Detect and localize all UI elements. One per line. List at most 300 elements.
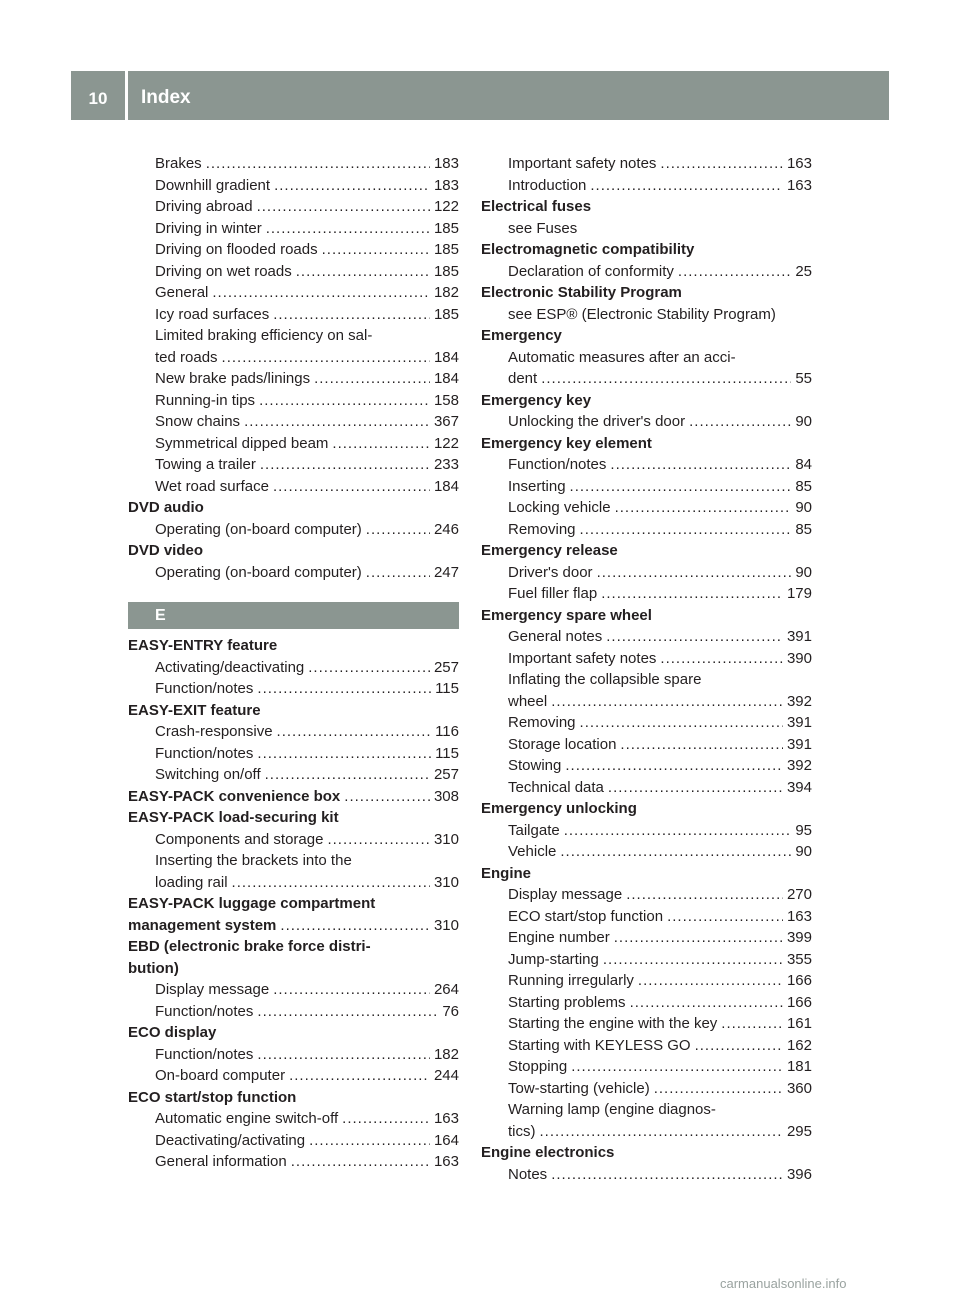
- page-ref: 184: [433, 370, 459, 387]
- index-subentry: [481, 1164, 812, 1186]
- dot-leader: [603, 949, 783, 971]
- entry-text: Emergency key element: [481, 434, 652, 452]
- index-column-left-top: [128, 153, 459, 583]
- index-heading: [128, 540, 459, 562]
- page-ref: 25: [795, 262, 812, 280]
- page-ref: 257: [433, 766, 459, 783]
- index-subentry: [128, 562, 459, 584]
- index-subentry: [128, 153, 459, 175]
- dot-leader: [660, 648, 783, 670]
- dot-leader: [551, 691, 783, 713]
- index-heading: [128, 786, 459, 808]
- dot-leader: [309, 1130, 430, 1152]
- index-heading: [481, 282, 812, 304]
- index-heading: [128, 1022, 459, 1044]
- index-heading: [128, 936, 459, 958]
- index-heading: [481, 325, 812, 347]
- dot-leader: [260, 454, 430, 476]
- page-ref: 122: [433, 434, 459, 452]
- index-subentry: [128, 218, 459, 240]
- entry-text: Components and storage: [155, 830, 324, 848]
- dot-leader: [332, 433, 430, 455]
- entry-text: Removing: [508, 714, 576, 731]
- index-subentry: [481, 1121, 812, 1143]
- entry-text: Snow chains: [155, 413, 241, 430]
- dot-leader: [259, 390, 430, 412]
- page-ref: 90: [795, 413, 812, 430]
- index-subentry: [481, 583, 812, 605]
- entry-text: Locking vehicle: [508, 499, 611, 516]
- entry-text: Activating/deactivating: [155, 658, 305, 676]
- dot-leader: [638, 970, 783, 992]
- index-subentry: [481, 648, 812, 670]
- index-subentry: [128, 743, 459, 765]
- dot-leader: [265, 764, 430, 786]
- index-subentry: [128, 1130, 459, 1152]
- index-subentry: [481, 734, 812, 756]
- index-subentry: [481, 261, 812, 283]
- page-ref: 183: [433, 176, 459, 194]
- entry-text: ECO display: [128, 1024, 217, 1041]
- dot-leader: [695, 1035, 783, 1057]
- index-subentry: [128, 1044, 459, 1066]
- dot-leader: [366, 519, 430, 541]
- entry-text: General notes: [508, 628, 603, 645]
- page-ref: 116: [435, 723, 459, 740]
- page-ref: 185: [433, 219, 459, 237]
- dot-leader: [273, 476, 430, 498]
- dot-leader: [273, 304, 430, 326]
- page-title: Index: [141, 87, 191, 108]
- entry-text: Running irregularly: [508, 972, 634, 989]
- index-subentry: [128, 829, 459, 851]
- index-subentry: [481, 304, 812, 326]
- dot-leader: [630, 992, 783, 1014]
- index-heading: [128, 893, 459, 915]
- index-heading: [128, 1087, 459, 1109]
- entry-text: Engine electronics: [481, 1144, 615, 1161]
- index-subentry: [481, 992, 812, 1014]
- index-subentry: [128, 411, 459, 433]
- index-subentry: [481, 755, 812, 777]
- entry-text: Electronic Stability Program: [481, 284, 682, 301]
- index-heading: [481, 605, 812, 627]
- entry-text: EASY-PACK convenience box: [128, 787, 341, 805]
- dot-leader: [564, 820, 792, 842]
- dot-leader: [257, 1001, 438, 1023]
- entry-text: Emergency: [481, 327, 562, 344]
- index-subentry: [481, 562, 812, 584]
- entry-text: Fuel filler flap: [508, 585, 598, 602]
- index-subentry: [481, 691, 812, 713]
- index-heading: [128, 700, 459, 722]
- entry-text: EBD (electronic brake force distri-: [128, 938, 371, 955]
- dot-leader: [580, 519, 792, 541]
- entry-text: Inflating the collapsible spare: [508, 671, 702, 688]
- entry-text: Operating (on-board computer): [155, 563, 362, 581]
- entry-text: Driving on flooded roads: [155, 241, 318, 258]
- entry-text: General: [155, 284, 209, 301]
- index-subentry: [128, 678, 459, 700]
- index-heading: [481, 798, 812, 820]
- entry-text: Icy road surfaces: [155, 305, 270, 323]
- entry-text: Starting with KEYLESS GO: [508, 1036, 691, 1054]
- entry-text: EASY-PACK luggage compartment: [128, 895, 376, 912]
- dot-leader: [277, 721, 432, 743]
- page-ref: 390: [786, 649, 812, 667]
- entry-text: Important safety notes: [508, 155, 657, 172]
- entry-text: Function/notes: [155, 1002, 254, 1020]
- entry-text: Starting problems: [508, 993, 626, 1011]
- dot-leader: [560, 841, 791, 863]
- page-ref: 163: [433, 1153, 459, 1170]
- entry-text: Inserting the brackets into the: [155, 852, 352, 869]
- dot-leader: [274, 175, 430, 197]
- entry-text: Emergency key: [481, 391, 592, 409]
- entry-text: On-board computer: [155, 1067, 286, 1084]
- entry-text: Display message: [508, 886, 623, 903]
- page-ref: 115: [435, 680, 459, 697]
- index-heading: [481, 433, 812, 455]
- entry-text: Removing: [508, 520, 576, 538]
- index-heading: [128, 807, 459, 829]
- index-subentry: [128, 368, 459, 390]
- entry-text: see ESP® (Electronic Stability Program): [508, 305, 776, 323]
- index-heading: [481, 390, 812, 412]
- dot-leader: [257, 1044, 430, 1066]
- index-subentry: [128, 239, 459, 261]
- dot-leader: [222, 347, 430, 369]
- entry-text: Brakes: [155, 155, 202, 172]
- entry-text: Electrical fuses: [481, 198, 592, 215]
- dot-leader: [314, 368, 430, 390]
- page-ref: 85: [795, 477, 812, 495]
- dot-leader: [366, 562, 430, 584]
- dot-leader: [280, 915, 430, 937]
- index-subentry: [128, 850, 459, 872]
- page-header: [71, 71, 889, 120]
- index-subentry: [481, 347, 812, 369]
- entry-text: Stopping: [508, 1058, 568, 1075]
- page-ref: 158: [433, 391, 459, 409]
- entry-text: Warning lamp (engine diagnos-: [508, 1101, 716, 1118]
- entry-text: Jump-starting: [508, 950, 599, 968]
- dot-leader: [212, 282, 430, 304]
- page-ref: 84: [795, 456, 812, 473]
- entry-text: Stowing: [508, 757, 562, 774]
- index-subentry: [128, 1065, 459, 1087]
- page-ref: 185: [433, 241, 459, 258]
- entry-text: bution): [128, 959, 179, 977]
- dot-leader: [614, 927, 783, 949]
- entry-text: General information: [155, 1153, 287, 1170]
- entry-text: Unlocking the driver's door: [508, 413, 686, 430]
- index-heading: [128, 915, 459, 937]
- page-ref: 90: [795, 563, 812, 581]
- page-ref: 166: [786, 993, 812, 1011]
- index-subentry: [481, 218, 812, 240]
- dot-leader: [615, 497, 792, 519]
- entry-text: Emergency spare wheel: [481, 606, 652, 624]
- entry-text: Declaration of conformity: [508, 262, 674, 280]
- page-ref: 310: [433, 830, 459, 848]
- entry-text: Crash-responsive: [155, 723, 273, 740]
- dot-leader: [257, 743, 431, 765]
- index-heading: [481, 196, 812, 218]
- index-subentry: [481, 970, 812, 992]
- dot-leader: [266, 218, 430, 240]
- index-subentry: [481, 712, 812, 734]
- dot-leader: [289, 1065, 430, 1087]
- page-ref: 161: [786, 1015, 812, 1032]
- entry-text: ted roads: [155, 348, 218, 366]
- entry-text: Automatic measures after an acci-: [508, 348, 736, 366]
- index-subentry: [481, 1078, 812, 1100]
- entry-text: Downhill gradient: [155, 176, 271, 194]
- index-subentry: [128, 261, 459, 283]
- entry-text: Tailgate: [508, 821, 560, 839]
- index-subentry: [481, 841, 812, 863]
- page-ref: 399: [786, 929, 812, 946]
- dot-leader: [667, 906, 783, 928]
- watermark: carmanualsonline.info: [720, 1276, 847, 1291]
- page-ref: 95: [795, 821, 812, 839]
- page-number: 10: [88, 89, 108, 108]
- dot-leader: [571, 1056, 783, 1078]
- entry-text: Towing a trailer: [155, 456, 256, 473]
- page-ref: 90: [795, 499, 812, 516]
- dot-leader: [721, 1013, 783, 1035]
- dot-leader: [601, 583, 783, 605]
- index-subentry: [128, 304, 459, 326]
- index-subentry: [128, 1151, 459, 1173]
- index-subentry: [481, 411, 812, 433]
- entry-text: Driving in winter: [155, 219, 262, 237]
- page-ref: 247: [433, 563, 459, 581]
- dot-leader: [257, 678, 431, 700]
- page-ref: 185: [433, 262, 459, 280]
- dot-leader: [608, 777, 783, 799]
- index-subentry: [128, 764, 459, 786]
- entry-text: Notes: [508, 1165, 548, 1183]
- index-subentry: [128, 1108, 459, 1130]
- entry-text: EASY-ENTRY feature: [128, 637, 278, 654]
- page-ref: 122: [433, 198, 459, 215]
- page-ref: 244: [433, 1067, 459, 1084]
- dot-leader: [660, 153, 783, 175]
- dot-leader: [273, 979, 430, 1001]
- index-subentry: [481, 454, 812, 476]
- page-ref: 360: [786, 1079, 812, 1097]
- page-ref: 391: [786, 628, 812, 645]
- entry-text: Inserting: [508, 477, 566, 495]
- index-subentry: [128, 657, 459, 679]
- dot-leader: [654, 1078, 783, 1100]
- dot-leader: [570, 476, 792, 498]
- entry-text: Driver's door: [508, 563, 593, 581]
- dot-leader: [344, 786, 430, 808]
- entry-text: management system: [128, 916, 277, 934]
- entry-text: wheel: [508, 692, 548, 710]
- page-ref: 396: [786, 1165, 812, 1183]
- page-ref: 164: [433, 1131, 459, 1149]
- page-ref: 163: [433, 1110, 459, 1127]
- index-subentry: [481, 906, 812, 928]
- dot-leader: [610, 454, 791, 476]
- page-ref: 185: [433, 305, 459, 323]
- entry-text: Starting the engine with the key: [508, 1015, 718, 1032]
- entry-text: Symmetrical dipped beam: [155, 434, 329, 452]
- index-subentry: [481, 1099, 812, 1121]
- page-ref: 310: [433, 873, 459, 891]
- index-subentry: [481, 949, 812, 971]
- index-subentry: [481, 368, 812, 390]
- index-subentry: [128, 325, 459, 347]
- dot-leader: [206, 153, 430, 175]
- page-ref: 55: [795, 370, 812, 387]
- index-subentry: [128, 433, 459, 455]
- index-subentry: [481, 153, 812, 175]
- entry-text: Function/notes: [155, 680, 254, 697]
- index-subentry: [128, 872, 459, 894]
- page-ref: 115: [435, 744, 459, 762]
- entry-text: Function/notes: [155, 1045, 254, 1063]
- entry-text: New brake pads/linings: [155, 370, 311, 387]
- page-ref: 233: [433, 456, 459, 473]
- dot-leader: [597, 562, 792, 584]
- entry-text: Emergency unlocking: [481, 800, 637, 817]
- dot-leader: [689, 411, 791, 433]
- page-ref: 246: [433, 520, 459, 538]
- entry-text: Automatic engine switch-off: [155, 1110, 339, 1127]
- index-subentry: [481, 777, 812, 799]
- index-heading: [481, 863, 812, 885]
- entry-text: Emergency release: [481, 542, 618, 559]
- index-column-right: [481, 153, 812, 1185]
- index-subentry: [481, 1035, 812, 1057]
- entry-text: Switching on/off: [155, 766, 261, 783]
- index-subentry: [128, 175, 459, 197]
- page-ref: 295: [786, 1122, 812, 1140]
- dot-leader: [308, 657, 430, 679]
- page-ref: 182: [433, 1045, 459, 1063]
- dot-leader: [540, 1121, 783, 1143]
- index-heading: [481, 540, 812, 562]
- index-subentry: [128, 1001, 459, 1023]
- entry-text: Electromagnetic compatibility: [481, 241, 695, 258]
- entry-text: Function/notes: [155, 744, 254, 762]
- index-heading: [128, 958, 459, 980]
- entry-text: EASY-PACK load-securing kit: [128, 809, 339, 826]
- index-subentry: [128, 390, 459, 412]
- page-ref: 166: [786, 972, 812, 989]
- dot-leader: [257, 196, 430, 218]
- section-letter-bar: [128, 602, 459, 629]
- index-heading: [481, 239, 812, 261]
- page-ref: 183: [433, 155, 459, 172]
- dot-leader: [606, 626, 783, 648]
- entry-text: see Fuses: [508, 219, 578, 237]
- index-heading: [128, 497, 459, 519]
- entry-text: DVD audio: [128, 499, 204, 516]
- page-ref: 85: [795, 520, 812, 538]
- entry-text: Tow-starting (vehicle): [508, 1079, 650, 1097]
- entry-text: Important safety notes: [508, 649, 657, 667]
- page-ref: 310: [433, 916, 459, 934]
- entry-text: Wet road surface: [155, 477, 269, 495]
- page-ref: 163: [786, 907, 812, 925]
- entry-text: Technical data: [508, 778, 604, 796]
- index-subentry: [128, 519, 459, 541]
- header-divider: [125, 71, 128, 120]
- page-ref: 90: [795, 843, 812, 860]
- entry-text: Limited braking efficiency on sal-: [155, 327, 373, 344]
- index-subentry: [128, 347, 459, 369]
- page-ref: 355: [786, 950, 812, 968]
- entry-text: EASY-EXIT feature: [128, 701, 261, 719]
- entry-text: Deactivating/activating: [155, 1131, 306, 1149]
- dot-leader: [580, 712, 783, 734]
- page-ref: 76: [442, 1002, 459, 1020]
- index-subentry: [481, 927, 812, 949]
- page-ref: 184: [433, 477, 459, 495]
- page-ref: 179: [786, 585, 812, 602]
- dot-leader: [551, 1164, 783, 1186]
- entry-text: Vehicle: [508, 843, 557, 860]
- entry-text: DVD video: [128, 542, 204, 559]
- page-ref: 394: [786, 778, 812, 796]
- dot-leader: [626, 884, 783, 906]
- index-subentry: [481, 476, 812, 498]
- entry-text: dent: [508, 370, 538, 387]
- page-ref: 163: [786, 176, 812, 194]
- index-subentry: [481, 1013, 812, 1035]
- index-subentry: [128, 476, 459, 498]
- page-ref: 257: [433, 658, 459, 676]
- entry-text: Introduction: [508, 176, 587, 194]
- page-ref: 391: [786, 714, 812, 731]
- dot-leader: [590, 175, 783, 197]
- dot-leader: [620, 734, 783, 756]
- index-subentry: [481, 626, 812, 648]
- page-ref: 367: [433, 413, 459, 430]
- dot-leader: [291, 1151, 430, 1173]
- entry-text: Running-in tips: [155, 391, 256, 409]
- page-ref: 162: [786, 1036, 812, 1054]
- section-letter: E: [155, 607, 166, 624]
- index-subentry: [128, 282, 459, 304]
- page-ref: 392: [786, 757, 812, 774]
- dot-leader: [342, 1108, 430, 1130]
- index-subentry: [128, 196, 459, 218]
- index-subentry: [128, 721, 459, 743]
- page-ref: 391: [786, 735, 812, 753]
- entry-text: Engine: [481, 864, 532, 882]
- index-subentry: [481, 1056, 812, 1078]
- page-ref: 184: [433, 348, 459, 366]
- index-subentry: [128, 454, 459, 476]
- entry-text: loading rail: [155, 873, 228, 891]
- dot-leader: [541, 368, 791, 390]
- dot-leader: [678, 261, 791, 283]
- page-ref: 163: [786, 155, 812, 172]
- dot-leader: [322, 239, 430, 261]
- dot-leader: [244, 411, 430, 433]
- index-heading: [128, 635, 459, 657]
- dot-leader: [327, 829, 430, 851]
- index-subentry: [481, 497, 812, 519]
- entry-text: ECO start/stop function: [508, 907, 664, 925]
